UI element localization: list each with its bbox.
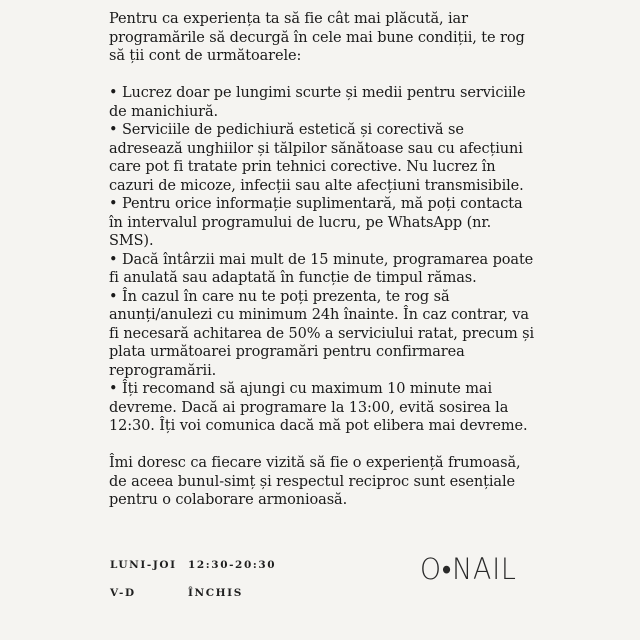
rule-item: • În cazul în care nu te poți prezenta, te rog să anunți/anulezi cu minimum 24h înainte. În caz contrar, va fi necesară achitarea de 50% a serviciului ratat, precum și plata următoarei programări pentru confirmarea reprogramării. [109, 288, 535, 379]
rules-text-block [109, 10, 539, 510]
spacer [109, 436, 539, 455]
weekend-label: V-D [110, 587, 136, 599]
rule-item: • Pentru orice informație suplimentară, mă poți contacta în intervalul programului de lucru, pe WhatsApp (nr. SMS). [109, 196, 523, 249]
closing-paragraph: Îmi doresc ca fiecare vizită să fie o experiență frumoasă, de aceea bunul-simț și respectul reciproc sunt esențiale pentru o colaborare armonioasă. [109, 455, 521, 508]
spacer [109, 66, 539, 85]
rule-item: • Dacă întârzii mai mult de 15 minute, programarea poate fi anulată sau adaptată în funcție de timpul rămas. [109, 251, 534, 286]
rule-item: • Serviciile de pedichiură estetică și corectivă se adresează unghiilor și tălpilor sănătoase sau cu afecțiuni care pot fi tratate prin tehnici corective. Nu lucrez în cazuri de micoze, infecții sau alte afecțiuni transmisibile. [109, 122, 524, 194]
weekdays-hours: 12:30-20:30 [188, 559, 277, 571]
weekend-hours: ÎNCHIS [188, 587, 243, 599]
rule-item: • Lucrez doar pe lungimi scurte și medii pentru serviciile de manichiură. [109, 85, 526, 120]
rule-item: • Îți recomand să ajungi cu maximum 10 minute mai devreme. Dacă ai programare la 13:00, evită sosirea la 12:30. Îți voi comunica dacă mă pot elibera mai devreme. [109, 381, 528, 434]
brand-logo: O•NAIL [420, 552, 517, 586]
intro-paragraph: Pentru ca experiența ta să fie cât mai plăcută, iar programările să decurgă în cele mai bune condiții, te rog să ții cont de următoarele: [109, 11, 525, 64]
weekdays-label: LUNI-JOI [110, 559, 177, 571]
